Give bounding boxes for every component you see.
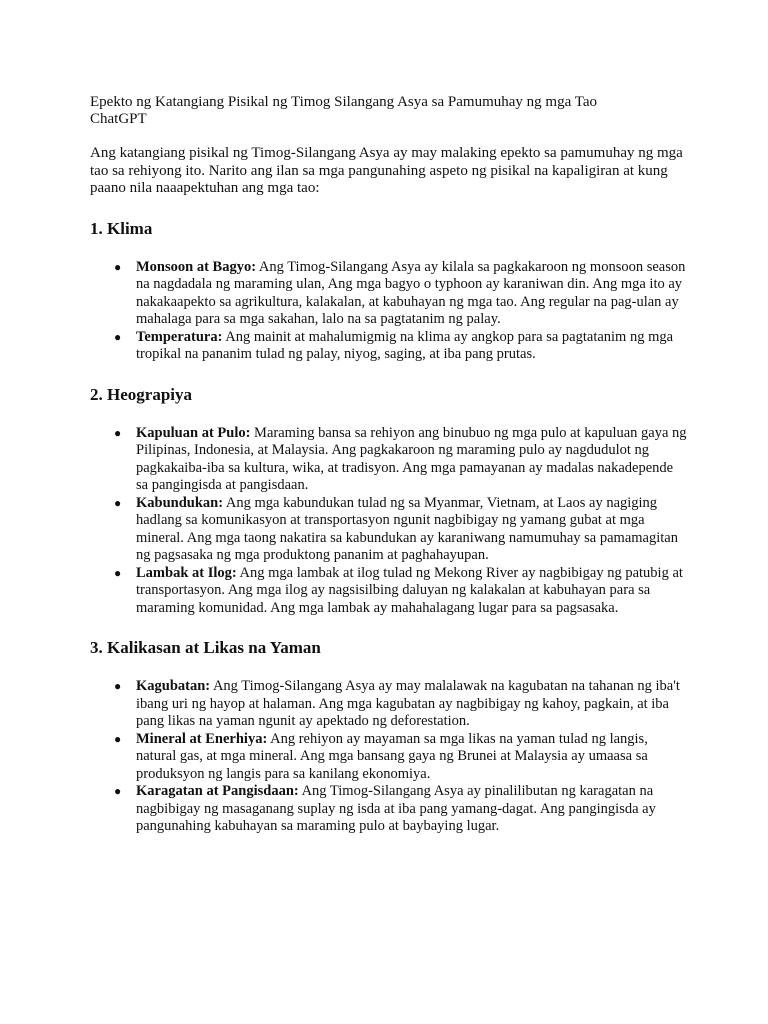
bullet-list-heograpiya [90, 425, 688, 618]
bullet-icon: ● [114, 425, 122, 440]
list-item [114, 494, 688, 565]
list-item-text: Ang mga lambak at ilog tulad ng Mekong River ay nagbibigay ng patubig at transportasyon. Ang mga ilog ay nagsisilbing daluyan ng kalakalan at kabuhayan para sa maraming komunidad. Ang mga lambak ay mahahalagang lugar para sa pagsasaka. [136, 564, 683, 616]
bullet-icon: ● [114, 259, 122, 274]
bullet-icon: ● [114, 495, 122, 510]
section-heading-heograpiya: 2. Heograpiya [90, 384, 192, 404]
bullet-list-kalikasan [90, 678, 688, 836]
bullet-icon: ● [114, 565, 122, 580]
list-item-term: Monsoon at Bagyo: [136, 258, 257, 275]
bullet-icon: ● [114, 329, 122, 344]
section-heading-kalikasan: 3. Kalikasan at Likas na Yaman [90, 638, 321, 657]
list-item-term: Lambak at Ilog: [136, 564, 237, 581]
list-item [114, 328, 688, 364]
list-item [114, 730, 688, 784]
list-item-term: Kagubatan: [136, 678, 211, 694]
list-item-text: Ang Timog-Silangang Asya ay may malalawak na kagubatan na tahanan ng iba't ibang uri ng hayop at halaman. Ang mga kagubatan ay nagbibigay ng kahoy, pagkain, at iba pang likas na yaman ngunit ay apektado ng deforestation. [136, 678, 680, 729]
section-heading-klima: 1. Klima [90, 218, 153, 238]
intro-paragraph: Ang katangiang pisikal ng Timog-Silangang Asya ay may malaking epekto sa pamumuhay ng mga tao sa rehiyong ito. Narito ang ilan sa mga pangunahing aspeto ng pisikal na kapaligiran at kung paano nila naaapektuhan ang mga tao: [90, 145, 683, 196]
list-item [114, 564, 688, 618]
list-item-term: Karagatan at Pangisdaan: [136, 783, 299, 799]
list-item-term: Temperatura: [136, 328, 223, 345]
document-title [90, 94, 688, 128]
list-item-term: Kabundukan: [136, 494, 224, 511]
list-item-term: Kapuluan at Pulo: [136, 424, 251, 441]
source-label: ChatGPT [90, 111, 147, 127]
list-item-text: Ang mga kabundukan tulad ng sa Myanmar, Vietnam, at Laos ay nagiging hadlang sa komunikasyon at transportasyon ngunit nagbibigay ng yamang gubat at mga mineral. Ang mga taong nakatira sa kabundukan ay karaniwang namumuhay sa pamamagitan ng pagsasaka ng mga produktong pananim at paghahayupan. [136, 494, 678, 563]
list-item-text: Ang Timog-Silangang Asya ay pinalilibutan ng karagatan na nagbibigay ng masaganang suplay ng isda at iba pang yamang-dagat. Ang pangingisda ay pangunahing kabuhayan sa maraming pulo at baybaying lugar. [136, 783, 656, 834]
list-item [114, 258, 688, 329]
bullet-list-klima [90, 259, 688, 364]
list-item-text: Ang Timog-Silangang Asya ay kilala sa pagkakaroon ng monsoon season na nagdadala ng maraming ulan, Ang mga bagyo o typhoon ay karaniwan din. Ang mga ito ay nakakaapekto sa agrikultura, kalakalan, at kabuhayan ng mga tao. Ang regular na pag-ulan ay mahalaga para sa mga sakahan, lalo na sa pagtatanim ng palay. [136, 258, 686, 327]
bullet-icon: ● [114, 679, 122, 693]
list-item-term: Mineral at Enerhiya: [136, 730, 268, 747]
list-item [114, 424, 688, 495]
list-item [114, 678, 688, 731]
list-item [114, 783, 688, 836]
title-line: Epekto ng Katangiang Pisikal ng Timog Silangang Asya sa Pamumuhay ng mga Tao [90, 94, 597, 110]
bullet-icon: ● [114, 784, 122, 798]
list-item-text: Ang mainit at mahalumigmig na klima ay angkop para sa pagtatanim ng mga tropikal na pananim tulad ng palay, niyog, saging, at iba pang prutas. [136, 328, 674, 362]
bullet-icon: ● [114, 731, 122, 746]
list-item-text: Maraming bansa sa rehiyon ang binubuo ng mga pulo at kapuluan gaya ng Pilipinas, Indonesia, at Malaysia. Ang pagkakaroon ng maraming pulo ay nagdudulot ng pagkakaiba-iba sa kultura, wika, at tradisyon. Ang mga pamayanan ay madalas nakadepende sa pangingisda at pangisdaan. [136, 424, 687, 493]
list-item-text: Ang rehiyon ay mayaman sa mga likas na yaman tulad ng langis, natural gas, at mga mineral. Ang mga bansang gaya ng Brunei at Malaysia ay umaasa sa produksyon ng langis para sa kanilang ekonomiya. [136, 730, 648, 782]
